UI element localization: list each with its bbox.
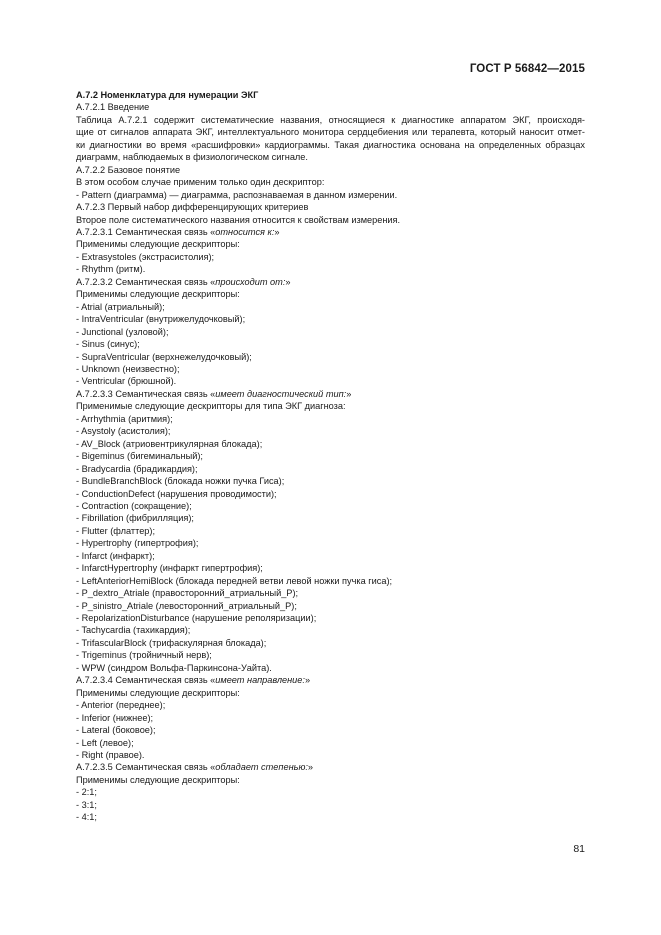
descriptor-item: - Right (правое).: [76, 750, 145, 761]
descriptor-item: - Bigeminus (бигеминальный);: [76, 451, 203, 462]
subsection-heading: [76, 388, 585, 400]
criteria-heading: А.7.2.3 Первый набор дифференцирующих критериев: [76, 202, 309, 213]
descriptor-item: - Extrasystoles (экстрасистолия);: [76, 251, 215, 262]
descriptor-item: - AV_Block (атриовентрикулярная блокада);: [76, 438, 263, 449]
descriptor-item: - Lateral (боковое);: [76, 725, 156, 736]
descriptor-item: - Contraction (сокращение);: [76, 500, 192, 511]
descriptor-item: - Left (левое);: [76, 737, 134, 748]
subsection: [76, 276, 585, 388]
descriptor-item: - P_dextro_Atriale (правосторонний_атриальный_P);: [76, 588, 299, 599]
descriptor-item: - SupraVentricular (верхнежелудочковый);: [76, 351, 252, 362]
semantic-relation: относится к:: [215, 226, 275, 237]
subsection: [76, 388, 585, 674]
intro-line: щие от сигналов аппарата ЭКГ, интеллектуального монитора сердцебиения или терапевта, который наносит отмет-: [76, 127, 585, 138]
subsection-heading: [76, 761, 585, 773]
subsection-heading: [76, 276, 585, 288]
heading-suffix: »: [274, 226, 280, 237]
descriptor-item: - 2:1;: [76, 787, 97, 798]
semantic-relation: происходит от:: [215, 276, 286, 287]
descriptor-item: - Asystoly (асистолия);: [76, 426, 171, 437]
heading-prefix: А.7.2.3.5 Семантическая связь «: [76, 762, 216, 773]
subsection: [76, 674, 585, 761]
descriptors-intro: Применимые следующие дескрипторы для типа ЭКГ диагноза:: [76, 401, 346, 412]
descriptor-item: - InfarctHypertrophy (инфаркт гипертрофия);: [76, 563, 263, 574]
semantic-relation: имеет диагностический тип:: [215, 388, 347, 399]
descriptor-item: - TrifascularBlock (трифаскулярная блокада);: [76, 637, 267, 648]
criteria-line: Второе поле систематического названия относится к свойствам измерения.: [76, 214, 401, 225]
descriptor-item: - Flutter (флаттер);: [76, 525, 156, 536]
heading-prefix: А.7.2.3.3 Семантическая связь «: [76, 388, 216, 399]
descriptor-item: - Sinus (синус);: [76, 339, 140, 350]
descriptor-item: - LeftAnteriorHemiBlock (блокада передней ветви левой ножки пучка гиса);: [76, 575, 393, 586]
descriptor-item: - Trigeminus (тройничный нерв);: [76, 650, 212, 661]
standard-header: ГОСТ Р 56842—2015: [469, 63, 585, 75]
document-body: [76, 89, 585, 824]
heading-suffix: »: [346, 388, 352, 399]
descriptor-item: - Unknown (неизвестно);: [76, 363, 180, 374]
section-title: А.7.2 Номенклатура для нумерации ЭКГ: [76, 90, 259, 100]
page-number: 81: [573, 843, 585, 855]
descriptor-item: - Fibrillation (фибрилляция);: [76, 513, 194, 524]
heading-suffix: »: [285, 276, 291, 287]
subsection: [76, 761, 585, 823]
heading-prefix: А.7.2.3.4 Семантическая связь «: [76, 675, 216, 686]
descriptor-item: - RepolarizationDisturbance (нарушение реполяризации);: [76, 613, 317, 624]
heading-prefix: А.7.2.3.1 Семантическая связь «: [76, 226, 216, 237]
descriptor-item: - 3:1;: [76, 799, 97, 810]
descriptors-intro: Применимы следующие дескрипторы:: [76, 687, 240, 698]
intro-line: Таблица А.7.2.1 содержит систематические названия, относящиеся к диагностике аппаратом ЭКГ, происходя-: [76, 114, 585, 125]
descriptor-item: - Ventricular (брюшной).: [76, 376, 177, 387]
descriptor-item: - Arrhythmia (аритмия);: [76, 413, 173, 424]
base-heading: А.7.2.2 Базовое понятие: [76, 164, 181, 175]
descriptor-item: - WPW (синдром Вольфа-Паркинсона-Уайта).: [76, 662, 272, 673]
intro-line: диаграмм, наблюдаемых в физиологическом сигнале.: [76, 152, 308, 163]
descriptor-item: - 4:1;: [76, 812, 97, 823]
semantic-relation: обладает степенью:: [215, 762, 308, 773]
descriptor-item: - Anterior (переднее);: [76, 700, 166, 711]
descriptor-item: - Atrial (атриальный);: [76, 301, 165, 312]
descriptor-item: - ConductionDefect (нарушения проводимости);: [76, 488, 277, 499]
descriptor-item: - IntraVentricular (внутрижелудочковый);: [76, 314, 246, 325]
descriptor-item: - Tachycardia (тахикардия);: [76, 625, 191, 636]
descriptor-item: - Inferior (нижнее);: [76, 712, 154, 723]
descriptor-item: - Infarct (инфаркт);: [76, 550, 155, 561]
base-line: - Pattern (диаграмма) — диаграмма, распознаваемая в данном измерении.: [76, 189, 398, 200]
descriptors-intro: Применимы следующие дескрипторы:: [76, 239, 240, 250]
descriptor-item: - P_sinistro_Atriale (левосторонний_атриальный_P);: [76, 600, 297, 611]
subsection: [76, 226, 585, 276]
subsection-heading: [76, 674, 585, 686]
descriptor-item: - BundleBranchBlock (блокада ножки пучка Гиса);: [76, 476, 285, 487]
descriptor-item: - Bradycardia (брадикардия);: [76, 463, 198, 474]
descriptor-item: - Junctional (узловой);: [76, 326, 169, 337]
descriptor-item: - Rhythm (ритм).: [76, 264, 146, 275]
base-line: В этом особом случае применим только один дескриптор:: [76, 177, 325, 188]
heading-prefix: А.7.2.3.2 Семантическая связь «: [76, 276, 216, 287]
semantic-relation: имеет направление:: [215, 675, 305, 686]
descriptors-intro: Применимы следующие дескрипторы:: [76, 289, 240, 300]
heading-suffix: »: [307, 762, 314, 773]
subsection-heading: [76, 226, 585, 238]
intro-line: ки диагностики во время «расшифровки» кардиограммы. Такая диагностика основана на определенных образцах: [76, 139, 585, 150]
descriptor-item: - Hypertrophy (гипертрофия);: [76, 538, 199, 549]
heading-suffix: »: [304, 675, 311, 686]
descriptors-intro: Применимы следующие дескрипторы:: [76, 774, 240, 785]
intro-heading: А.7.2.1 Введение: [76, 102, 150, 113]
